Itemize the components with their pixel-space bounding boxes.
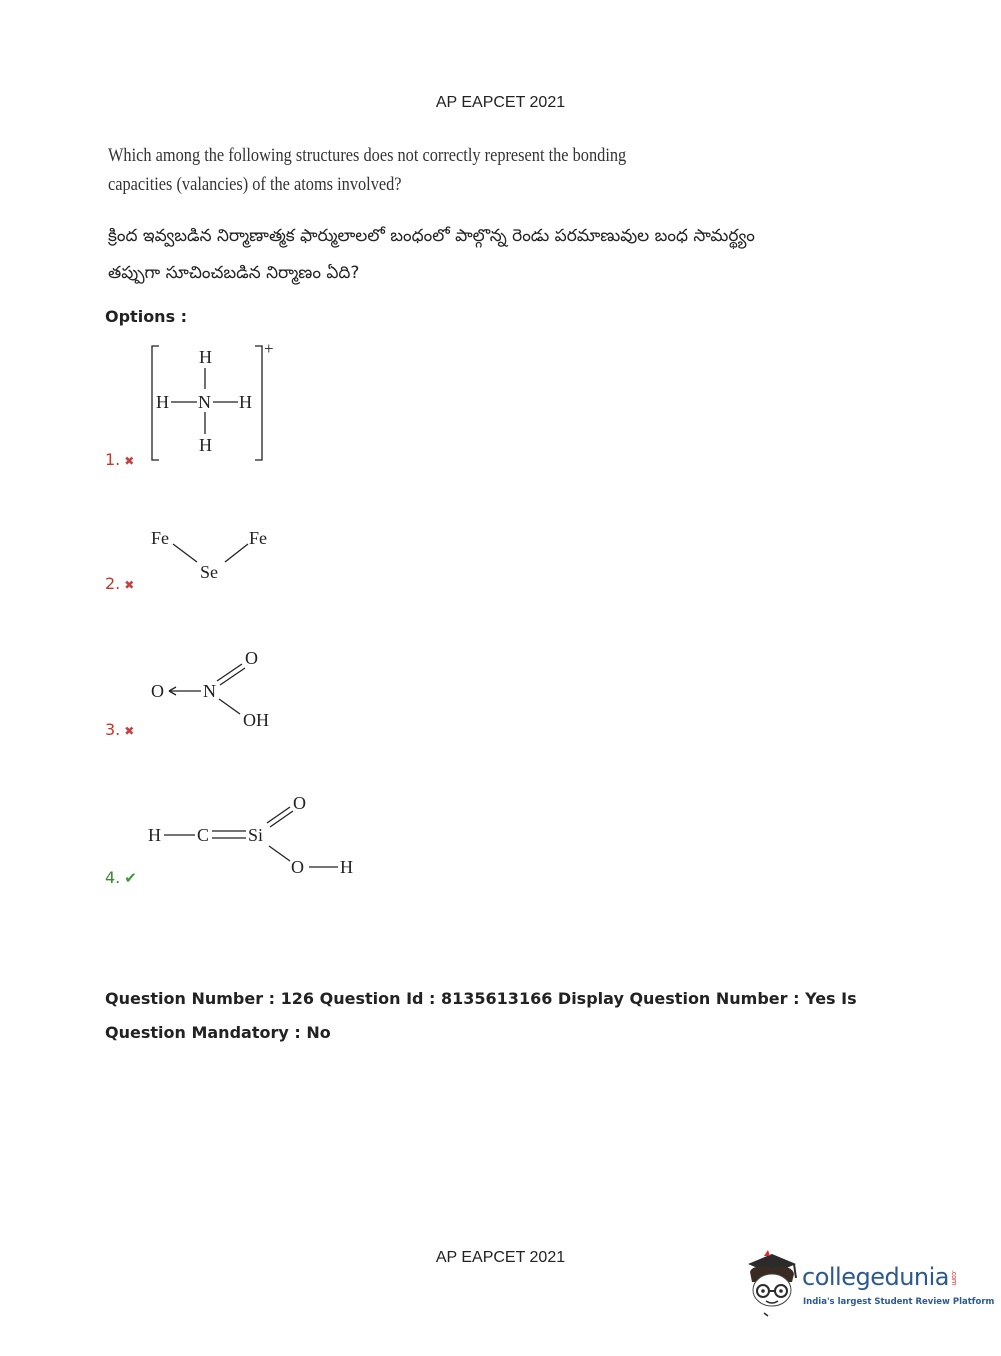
se-center: Se [200, 562, 218, 582]
logo-suffix: .com [950, 1269, 959, 1285]
fe-left: Fe [151, 528, 169, 548]
nh4-bottom-h: H [199, 435, 212, 455]
logo-name: collegedunia.com [802, 1263, 959, 1291]
question-text-telugu: క్రింద ఇవ్వబడిన నిర్మాణాత్మక ఫార్ములాలలో బంధంలో పాల్గొన్న రెండు పరమాణువుల బంధ సామర్థ్యం తప్పుగా సూచించబడిన నిర్మాణం ఏది? [108, 226, 755, 283]
collegedunia-logo[interactable] [742, 1250, 995, 1320]
option-3[interactable] [105, 720, 134, 739]
option-4-structure [145, 785, 375, 880]
option-2-number: 2. [105, 574, 121, 593]
hno3-center-n: N [203, 681, 216, 701]
logo-tagline: India's largest Student Review Platform [803, 1297, 995, 1307]
fe-right: Fe [249, 528, 267, 548]
si-atom: Si [248, 825, 264, 845]
option-1-number: 1. [105, 450, 121, 469]
si-o-atom: O [291, 857, 304, 877]
mascot-icon [742, 1250, 802, 1320]
nh4-charge: + [264, 339, 274, 358]
option-1[interactable] [105, 450, 134, 469]
option-2[interactable] [105, 574, 134, 593]
h-atom: H [148, 825, 161, 845]
wrong-icon: ✖ [124, 578, 135, 592]
nh4-left-h: H [156, 392, 169, 412]
nh4-top-h: H [199, 347, 212, 367]
end-h-atom: H [340, 857, 353, 877]
c-atom: C [197, 825, 210, 845]
options-label: Options : [105, 307, 188, 326]
check-icon: ✔ [124, 869, 137, 887]
wrong-icon: ✖ [124, 724, 135, 738]
option-4-number: 4. [105, 868, 121, 887]
si-top-o: O [293, 793, 306, 813]
page-header: AP EAPCET 2021 [435, 94, 566, 111]
option-3-number: 3. [105, 720, 121, 739]
nh4-right-h: H [239, 392, 252, 412]
option-3-structure [145, 640, 305, 735]
hno3-oh: OH [243, 710, 269, 730]
question-text-english: Which among the following structures does not correctly represent the bonding capacities (valancies) of the atoms involved? [108, 145, 627, 195]
question-meta: Question Number : 126 Question Id : 8135613166 Display Question Number : Yes Is Question Mandatory : No [105, 989, 857, 1042]
option-2-structure [145, 522, 295, 592]
nh4-center-n: N [198, 392, 211, 412]
wrong-icon: ✖ [124, 454, 135, 468]
option-1-structure [145, 338, 295, 468]
hno3-top-o: O [245, 648, 258, 668]
hno3-left-o: O [151, 681, 164, 701]
option-4[interactable] [105, 868, 137, 887]
page-footer: AP EAPCET 2021 [435, 1249, 566, 1266]
